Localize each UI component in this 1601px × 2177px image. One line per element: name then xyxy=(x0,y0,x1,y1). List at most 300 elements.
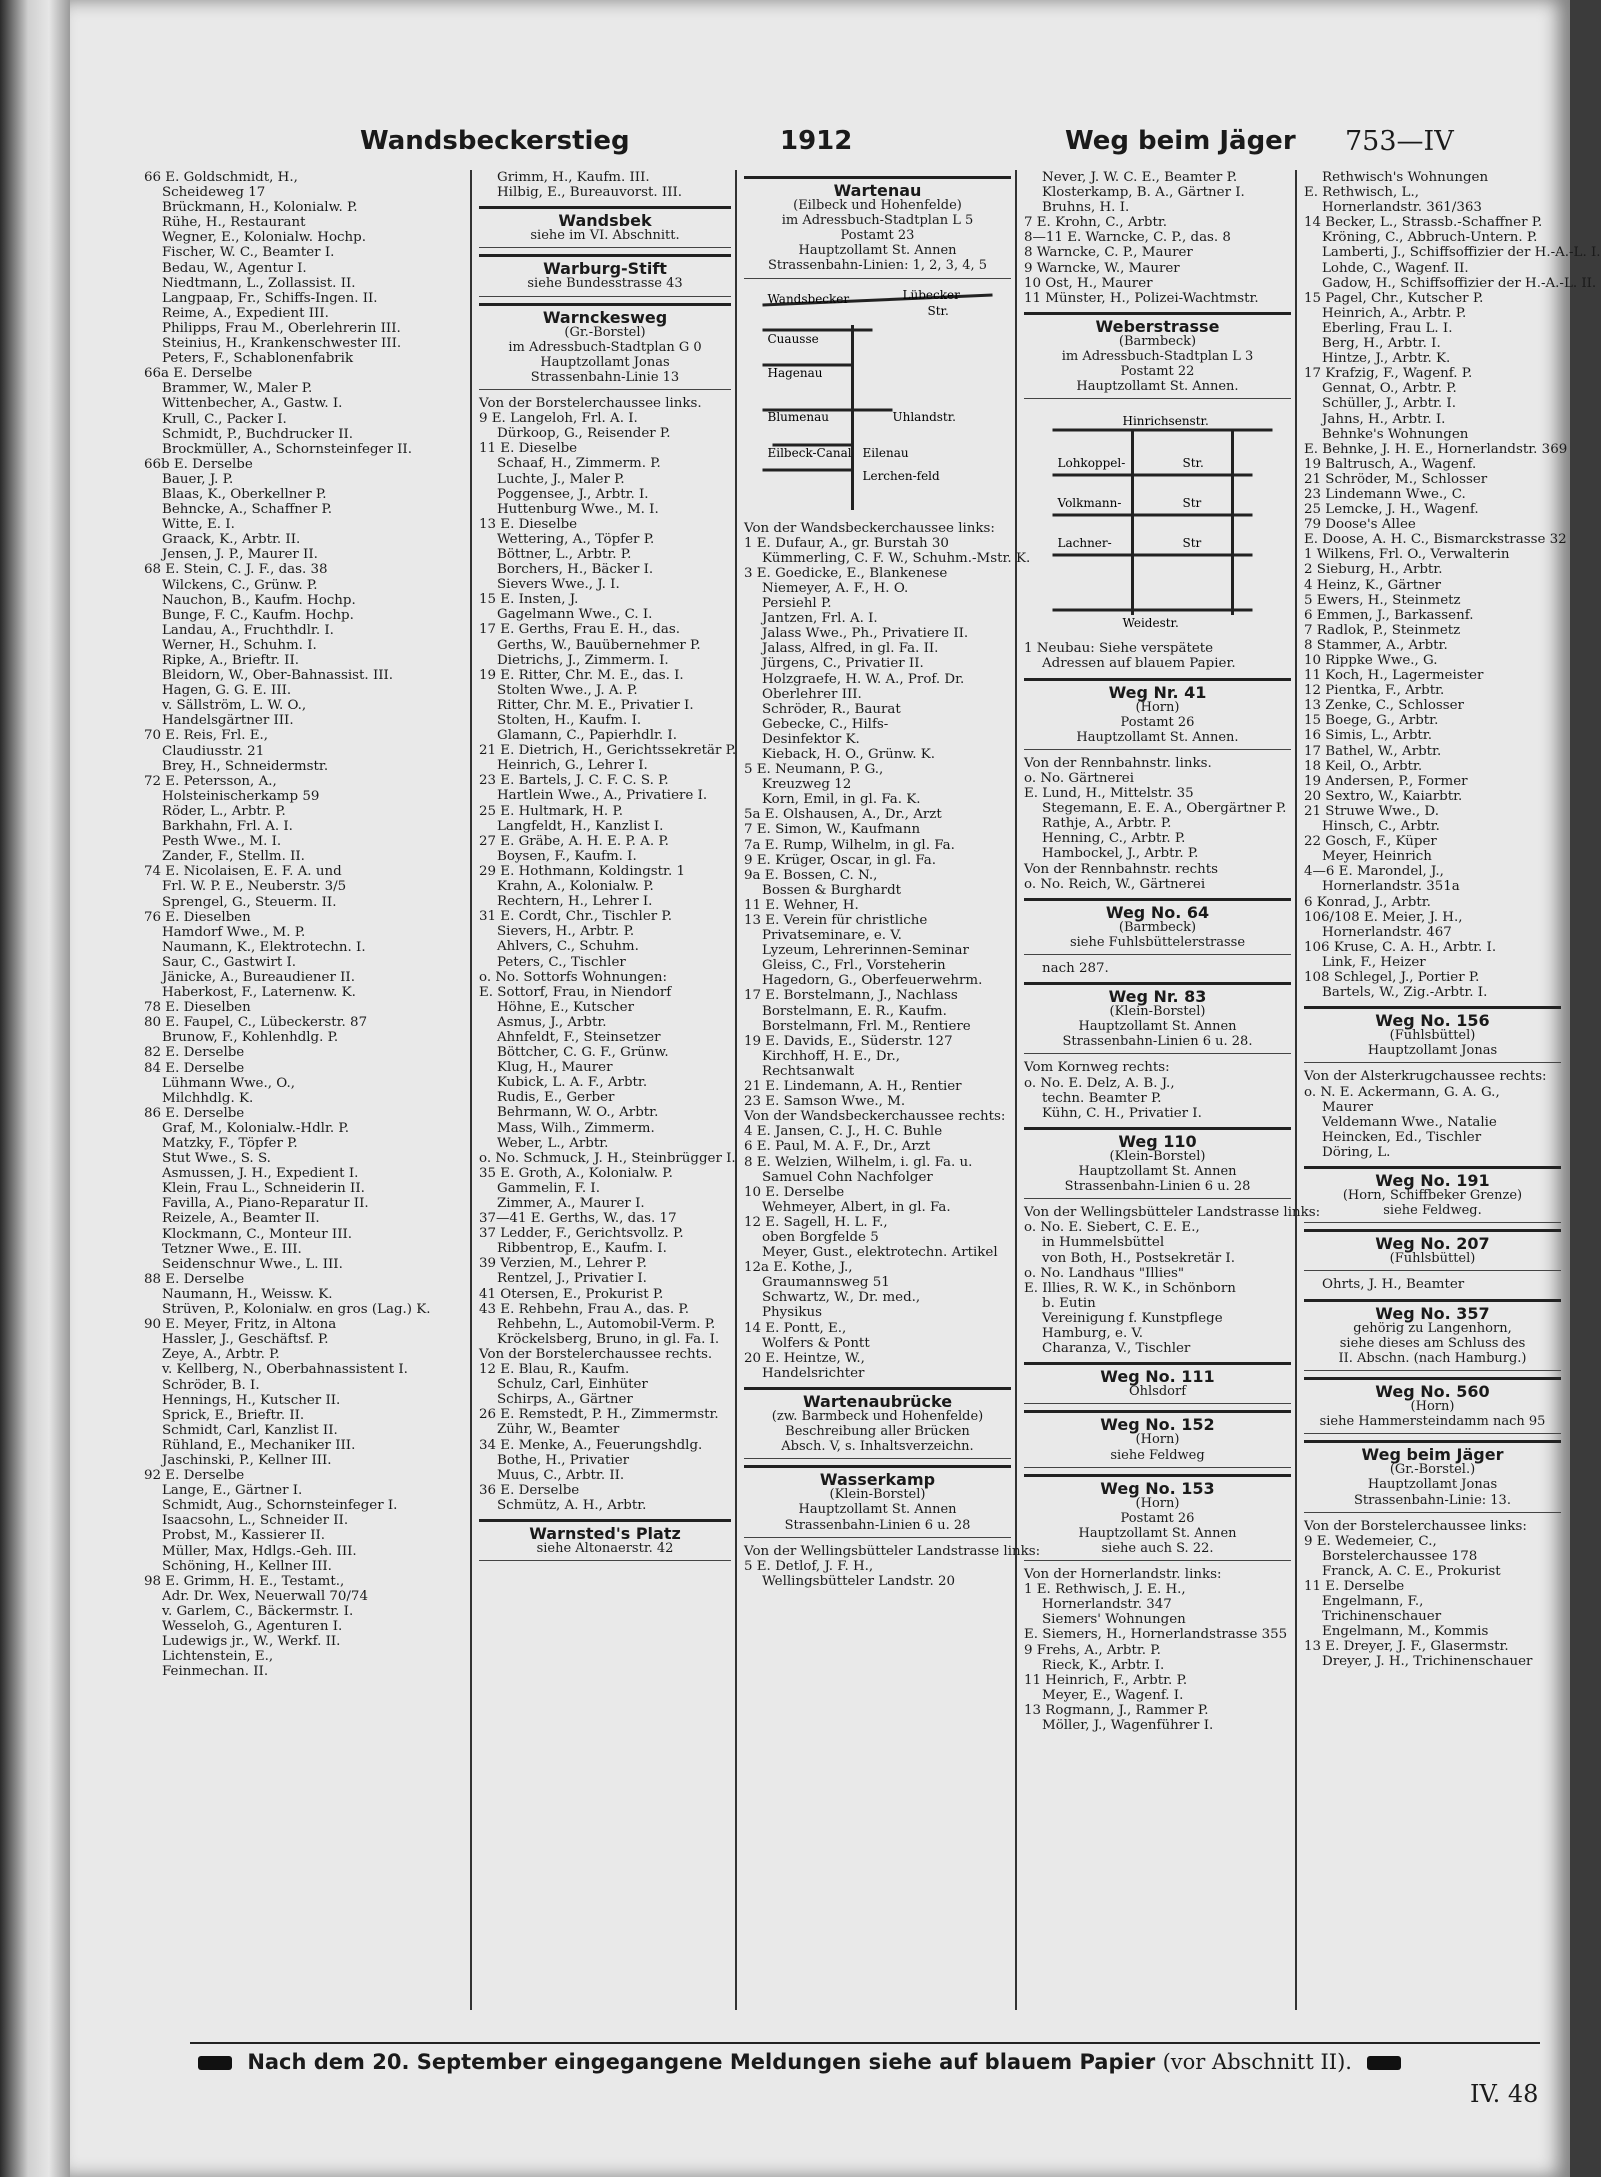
directory-entry: Persiehl P. xyxy=(762,596,832,612)
directory-entry: 11 Koch, H., Lagermeister xyxy=(1304,668,1484,684)
directory-entry: Kühn, C. H., Privatier I. xyxy=(1042,1105,1202,1121)
directory-entry: Pesth Wwe., M. I. xyxy=(162,834,282,850)
directory-entry: Witte, E. I. xyxy=(162,517,235,533)
directory-entry: 31 E. Cordt, Chr., Tischler P. xyxy=(479,909,672,925)
book-spine xyxy=(0,0,70,2177)
street-heading-block xyxy=(479,303,731,390)
directory-entry: Niedtmann, L., Zollassist. II. xyxy=(162,275,356,291)
directory-entry: 7a E. Rump, Wilhelm, in gl. Fa. xyxy=(744,837,955,853)
street-subheading: Hauptzollamt St. Annen. xyxy=(1076,729,1239,745)
directory-entry: 17 E. Gerths, Frau E. H., das. xyxy=(479,622,680,638)
street-subheading: Postamt 22 xyxy=(1120,364,1195,380)
directory-entry: Stolten Wwe., J. A. P. xyxy=(497,682,638,698)
map-label: Str. xyxy=(927,303,949,318)
directory-entry: Langpaap, Fr., Schiffs-Ingen. II. xyxy=(162,290,378,306)
directory-entry: 36 E. Derselbe xyxy=(479,1482,580,1498)
street-subheading: (Horn) xyxy=(1135,1432,1180,1448)
directory-entry: o. N. E. Ackermann, G. A. G., xyxy=(1304,1084,1500,1100)
directory-entry: 17 Krafzig, F., Wagenf. P. xyxy=(1304,366,1473,382)
directory-entry: Bleidorn, W., Ober-Bahnassist. III. xyxy=(162,668,394,684)
directory-entry: 10 Rippke Wwe., G. xyxy=(1304,653,1438,668)
directory-entry: Hamburg, e. V. xyxy=(1042,1325,1144,1341)
directory-entry: Handelsrichter xyxy=(762,1365,865,1381)
directory-entry: Gagelmann Wwe., C. I. xyxy=(497,607,653,623)
directory-entry: 1 Neubau: Siehe verspätete xyxy=(1024,641,1214,657)
directory-entry: Hintze, J., Arbtr. K. xyxy=(1322,351,1451,367)
header-year: 1912 xyxy=(780,126,853,156)
directory-entry: 26 E. Remstedt, P. H., Zimmermstr. xyxy=(479,1407,719,1423)
directory-entry: 19 E. Davids, E., Süderstr. 127 xyxy=(744,1033,953,1049)
directory-entry: 19 Baltrusch, A., Wagenf. xyxy=(1304,456,1477,472)
map-label: Str xyxy=(1182,536,1202,551)
directory-entry: 72 E. Petersson, A., xyxy=(144,773,277,789)
street-heading-block xyxy=(1024,312,1291,399)
directory-entry: Wilckens, C., Grünw. P. xyxy=(162,577,318,593)
directory-entry: Von der Rennbahnstr. links. xyxy=(1024,755,1212,771)
street-heading-block xyxy=(744,176,1011,279)
directory-entry: 27 E. Gräbe, A. H. E. P. A. P. xyxy=(479,833,669,849)
directory-entry: 5 E. Detlof, J. F. H., xyxy=(744,1558,874,1574)
street-subheading: Strassenbahn-Linien: 1, 2, 3, 4, 5 xyxy=(767,258,988,274)
street-subheading: Strassenbahn-Linie: 13. xyxy=(1354,1492,1511,1508)
street-subheading: (Klein-Borstel) xyxy=(1109,1148,1206,1164)
street-subheading: Ohlsdorf xyxy=(1128,1384,1187,1400)
street-heading-block xyxy=(1024,1362,1291,1404)
directory-entry: Landau, A., Fruchthdlr. I. xyxy=(162,622,334,638)
directory-entry: E. Illies, R. W. K., in Schönborn xyxy=(1024,1280,1236,1296)
directory-entry: Gennat, O., Arbtr. P. xyxy=(1322,381,1457,397)
directory-entry: von Both, H., Postsekretär I. xyxy=(1042,1250,1235,1266)
directory-entry: 9 E. Langeloh, Frl. A. I. xyxy=(479,411,638,427)
directory-entry: Jürgens, C., Privatier II. xyxy=(762,656,924,672)
directory-entry: 34 E. Menke, A., Feuerungshdlg. xyxy=(479,1437,703,1453)
directory-entry: Röder, L., Arbtr. P. xyxy=(162,803,286,819)
street-heading: Weberstrasse xyxy=(1095,316,1220,336)
directory-entry: Ahnfeldt, F., Steinsetzer xyxy=(497,1029,661,1045)
directory-entry: Höhne, E., Kutscher xyxy=(497,999,635,1015)
street-heading: Wartenaubrücke xyxy=(802,1391,953,1411)
directory-entry: Klockmann, C., Monteur III. xyxy=(162,1226,353,1242)
directory-entry: 79 Doose's Allee xyxy=(1304,517,1416,533)
directory-entry: Behrmann, W. O., Arbtr. xyxy=(497,1105,659,1121)
directory-entry: Brey, H., Schneidermstr. xyxy=(162,758,329,774)
map-label: Hagenau xyxy=(767,365,823,380)
directory-entry: 2 Sieburg, H., Arbtr. xyxy=(1304,562,1443,578)
directory-entry: Lange, E., Gärtner I. xyxy=(162,1483,303,1499)
directory-entry: Hennings, H., Kutscher II. xyxy=(162,1392,341,1408)
directory-entry: Sprick, E., Brieftr. II. xyxy=(162,1407,305,1423)
directory-entry: 13 Zenke, C., Schlosser xyxy=(1304,698,1464,714)
directory-entry: 12a E. Kothe, J., xyxy=(744,1260,853,1276)
column-2 xyxy=(475,170,737,2010)
directory-entry: 13 E. Verein für christliche xyxy=(744,913,928,928)
directory-entry: 86 E. Derselbe xyxy=(144,1105,245,1121)
directory-entry: 5 E. Neumann, P. G., xyxy=(744,762,884,778)
directory-entry: Asmus, J., Arbtr. xyxy=(497,1014,607,1030)
directory-entry: Saur, C., Gastwirt I. xyxy=(162,954,297,970)
directory-entry: Privatseminare, e. V. xyxy=(762,928,902,944)
page-header xyxy=(70,118,1570,162)
street-subheading: (Horn) xyxy=(1135,699,1180,715)
directory-entry: 37—41 E. Gerths, W., das. 17 xyxy=(479,1211,677,1227)
directory-entry: Behnke's Wohnungen xyxy=(1322,426,1469,442)
street-heading-block xyxy=(1024,1127,1291,1199)
directory-entry: v. Kellberg, N., Oberbahnassistent I. xyxy=(162,1362,408,1378)
street-subheading: siehe im VI. Abschnitt. xyxy=(530,228,680,244)
directory-entry: Rentzel, J., Privatier I. xyxy=(497,1271,647,1287)
directory-entry: 6 Emmen, J., Barkassenf. xyxy=(1304,607,1474,623)
directory-entry: 29 E. Hothmann, Koldingstr. 1 xyxy=(479,863,686,879)
directory-entry: Bauer, J. P. xyxy=(162,471,234,487)
directory-entry: 7 E. Simon, W., Kaufmann xyxy=(744,822,921,838)
street-heading: Warburg-Stift xyxy=(543,259,667,279)
directory-entry: Matzky, F., Töpfer P. xyxy=(162,1136,298,1151)
directory-entry: Handelsgärtner III. xyxy=(162,713,294,729)
street-subheading: Hauptzollamt St. Annen xyxy=(1078,1525,1237,1541)
directory-entry: Meyer, Gust., elektrotechn. Artikel xyxy=(762,1245,998,1261)
directory-entry: 9a E. Bossen, C. N., xyxy=(744,867,878,883)
directory-entry: Gammelin, F. I. xyxy=(497,1180,600,1196)
directory-entry: Oberlehrer III. xyxy=(762,686,862,702)
column-1 xyxy=(140,170,472,2010)
header-page-number: 753—IV xyxy=(1345,126,1454,157)
directory-entry: Favilla, A., Piano-Reparatur II. xyxy=(162,1196,369,1212)
directory-entry: Blaas, K., Oberkellner P. xyxy=(162,486,327,502)
directory-entry: 106/108 E. Meier, J. H., xyxy=(1304,909,1463,925)
directory-entry: Naumann, H., Weissw. K. xyxy=(162,1286,333,1302)
directory-entry: Rudis, E., Gerber xyxy=(497,1090,615,1106)
street-subheading: gehörig zu Langenhorn, xyxy=(1353,1320,1512,1336)
directory-entry: Schmidt, Carl, Kanzlist II. xyxy=(162,1422,338,1438)
directory-entry: Von der Borstelerchaussee rechts. xyxy=(479,1346,713,1362)
directory-entry: o. No. Reich, W., Gärtnerei xyxy=(1024,876,1206,892)
directory-entry: 21 Schröder, M., Schlosser xyxy=(1304,471,1488,487)
directory-entry: 11 E. Wehner, H. xyxy=(744,897,859,913)
directory-entry: Hamdorf Wwe., M. P. xyxy=(162,924,306,940)
directory-entry: E. Lund, H., Mittelstr. 35 xyxy=(1024,786,1194,802)
street-subheading: (Klein-Borstel) xyxy=(1109,1004,1206,1020)
directory-entry: Mass, Wilh., Zimmerm. xyxy=(497,1120,655,1136)
directory-entry: Rühland, E., Mechaniker III. xyxy=(162,1437,356,1453)
directory-entry: Wittenbecher, A., Gastw. I. xyxy=(162,396,343,412)
directory-entry: Von der Borstelerchaussee links. xyxy=(479,396,702,412)
directory-entry: Heinrich, G., Lehrer I. xyxy=(497,758,648,774)
directory-entry: 108 Schlegel, J., Portier P. xyxy=(1304,969,1480,985)
street-heading-block xyxy=(1304,1229,1561,1271)
directory-entry: Vereinigung f. Kunstpflege xyxy=(1042,1310,1223,1326)
street-subheading: (Gr.-Borstel.) xyxy=(1389,1462,1476,1478)
directory-entry: 12 E. Blau, R., Kaufm. xyxy=(479,1362,630,1378)
directory-entry: Krull, C., Packer I. xyxy=(162,411,287,427)
directory-entry: Veldemann Wwe., Natalie xyxy=(1322,1114,1497,1130)
directory-entry: Rathje, A., Arbtr. P. xyxy=(1042,816,1172,832)
street-subheading: siehe auch S. 22. xyxy=(1101,1541,1214,1556)
directory-entry: Gerths, W., Bauübernehmer P. xyxy=(497,637,701,653)
directory-entry: Poggensee, J., Arbtr. I. xyxy=(497,486,649,502)
street-heading: Weg No. 152 xyxy=(1100,1415,1215,1435)
directory-entry: oben Borgfelde 5 xyxy=(762,1229,879,1245)
street-heading: Warnsted's Platz xyxy=(529,1523,681,1543)
directory-entry: 17 Bathel, W., Arbtr. xyxy=(1304,743,1442,759)
street-subheading: II. Abschn. (nach Hamburg.) xyxy=(1338,1350,1527,1366)
street-subheading: siehe Feldweg xyxy=(1110,1447,1205,1463)
street-subheading: Strassenbahn-Linie 13 xyxy=(530,369,680,385)
directory-entry: Hornerlandstr. 361/363 xyxy=(1322,200,1482,216)
directory-entry: Schulz, Carl, Einhüter xyxy=(497,1377,648,1393)
directory-entry: 23 E. Bartels, J. C. F. C. S. P. xyxy=(479,773,669,789)
directory-entry: 25 Lemcke, J. H., Wagenf. xyxy=(1304,502,1479,518)
directory-entry: Henning, C., Arbtr. P. xyxy=(1042,831,1186,847)
street-subheading: Hauptzollamt St. Annen. xyxy=(1076,379,1239,395)
directory-entry: Heincken, Ed., Tischler xyxy=(1322,1129,1482,1145)
directory-entry: Wehmeyer, Albert, in gl. Fa. xyxy=(762,1199,951,1215)
directory-entry: 13 E. Dreyer, J. F., Glasermstr. xyxy=(1304,1639,1509,1655)
directory-entry: Hornerlandstr. 347 xyxy=(1042,1597,1172,1613)
street-subheading: Strassenbahn-Linien 6 u. 28 xyxy=(1064,1179,1251,1195)
directory-entry: Von der Wandsbeckerchaussee links: xyxy=(744,520,995,536)
header-left: Wandsbeckerstieg xyxy=(360,126,630,156)
directory-entry: 90 E. Meyer, Fritz, in Altona xyxy=(144,1317,337,1333)
directory-entry: o. No. Sottorfs Wohnungen: xyxy=(479,969,667,985)
directory-entry: 18 Keil, O., Arbtr. xyxy=(1304,758,1423,774)
directory-entry: Vom Kornweg rechts: xyxy=(1024,1060,1170,1076)
directory-entry: Philipps, Frau M., Oberlehrerin III. xyxy=(162,320,401,336)
directory-entry: o. No. E. Delz, A. B. J., xyxy=(1024,1075,1175,1091)
directory-entry: Sievers Wwe., J. I. xyxy=(497,577,620,593)
directory-entry: Klug, H., Maurer xyxy=(497,1060,613,1076)
directory-entry: Lühmann Wwe., O., xyxy=(162,1075,295,1091)
directory-entry: Jalass Wwe., Ph., Privatiere II. xyxy=(762,626,969,642)
directory-entry: 9 E. Krüger, Oscar, in gl. Fa. xyxy=(744,852,936,868)
directory-entry: 21 E. Lindemann, A. H., Rentier xyxy=(744,1079,962,1095)
directory-entry: Schröder, B. I. xyxy=(162,1377,260,1393)
directory-entry: Lohde, C., Wagenf. II. xyxy=(1322,260,1469,276)
directory-entry: Stolten, H., Kaufm. I. xyxy=(497,713,642,728)
directory-entry: 8 Stammer, A., Arbtr. xyxy=(1304,637,1448,653)
directory-entry: Graumannsweg 51 xyxy=(762,1275,890,1291)
directory-entry: Rechtern, H., Lehrer I. xyxy=(497,894,653,910)
directory-entry: Böttner, L., Arbtr. P. xyxy=(497,546,632,562)
directory-entry: Wesseloh, G., Agenturen I. xyxy=(162,1619,343,1634)
header-right: Weg beim Jäger xyxy=(1065,126,1296,156)
column-5 xyxy=(1300,170,1601,2010)
directory-entry: Lamberti, J., Schiffsoffizier der H.-A.-L. I. xyxy=(1322,245,1601,261)
map-label: Lerchen-feld xyxy=(862,468,940,483)
directory-entry: 84 E. Derselbe xyxy=(144,1060,245,1076)
directory-entry: Engelmann, F., xyxy=(1322,1594,1424,1610)
street-subheading: (Horn) xyxy=(1135,1495,1180,1511)
street-heading-block xyxy=(479,254,731,296)
directory-entry: Stegemann, E. E. A., Obergärtner P. xyxy=(1042,801,1287,817)
directory-entry: Müller, Max, Hdlgs.-Geh. III. xyxy=(162,1543,357,1559)
directory-entry: Reizele, A., Beamter II. xyxy=(162,1211,320,1227)
directory-entry: Nauchon, B., Kaufm. Hochp. xyxy=(162,592,356,608)
directory-entry: Ritter, Chr. M. E., Privatier I. xyxy=(497,697,694,713)
street-heading-block xyxy=(1304,1377,1561,1434)
directory-entry: Hagedorn, G., Oberfeuerwehrm. xyxy=(762,973,983,989)
directory-entry: 20 E. Heintze, W., xyxy=(744,1350,865,1366)
directory-entry: 1 Wilkens, Frl. O., Verwalterin xyxy=(1304,547,1510,563)
directory-entry: 7 Radlok, P., Steinmetz xyxy=(1304,622,1461,638)
directory-entry: 4 Heinz, K., Gärtner xyxy=(1304,577,1442,593)
directory-entry: 4 E. Jansen, C. J., H. C. Buhle xyxy=(744,1124,943,1140)
directory-entry: Ludewigs jr., W., Werkf. II. xyxy=(162,1634,341,1650)
directory-entry: Graf, M., Kolonialw.-Hdlr. P. xyxy=(162,1120,349,1136)
directory-entry: Meyer, Heinrich xyxy=(1322,849,1432,865)
map-label: Lachner- xyxy=(1057,536,1112,551)
street-subheading: (Gr.-Borstel) xyxy=(564,324,646,340)
directory-entry: Luchte, J., Maler P. xyxy=(497,471,625,487)
directory-entry: Maurer xyxy=(1322,1099,1374,1115)
directory-entry: Eberling, Frau L. I. xyxy=(1322,320,1453,336)
street-heading: Weg No. 111 xyxy=(1100,1367,1215,1387)
directory-entry: Behncke, A., Schaffner P. xyxy=(162,502,333,518)
directory-entry: v. Sällström, L. W. O., xyxy=(162,698,307,714)
directory-entry: Von der Wandsbeckerchaussee rechts: xyxy=(744,1109,1006,1125)
directory-entry: Hassler, J., Geschäftsf. P. xyxy=(162,1332,329,1348)
street-subheading: siehe Fuhlsbüttelerstrasse xyxy=(1069,934,1246,950)
street-subheading: siehe Altonaerstr. 42 xyxy=(536,1541,674,1557)
directory-entry: 11 E. Derselbe xyxy=(1304,1578,1405,1594)
directory-entry: 10 Ost, H., Maurer xyxy=(1024,275,1153,291)
directory-entry: Dürkoop, G., Reisender P. xyxy=(497,426,671,442)
directory-entry: 19 E. Ritter, Chr. M. E., das. I. xyxy=(479,667,684,683)
street-subheading: Hauptzollamt St. Annen xyxy=(1078,1164,1237,1180)
directory-entry: 25 E. Hultmark, H. P. xyxy=(479,803,623,819)
directory-entry: 8 Warncke, C. P., Maurer xyxy=(1024,245,1193,261)
directory-entry: Huttenburg Wwe., M. I. xyxy=(497,501,659,517)
map-label: Str xyxy=(1182,496,1202,511)
directory-entry: Reime, A., Expedient III. xyxy=(162,305,329,321)
directory-entry: E. Siemers, H., Hornerlandstrasse 355 xyxy=(1024,1627,1288,1643)
directory-entry: 3 E. Goedicke, E., Blankenese xyxy=(744,565,948,581)
directory-entry: Siemers' Wohnungen xyxy=(1042,1612,1186,1628)
street-heading: Wartenau xyxy=(833,181,922,200)
directory-entry: Charanza, V., Tischler xyxy=(1042,1341,1191,1357)
street-heading-block xyxy=(1024,982,1291,1054)
directory-entry: 37 Ledder, F., Gerichtsvollz. P. xyxy=(479,1226,684,1242)
directory-entry: Hagen, G. G. E. III. xyxy=(162,683,292,699)
street-subheading: siehe Feldweg. xyxy=(1383,1203,1482,1219)
directory-entry: 1 E. Rethwisch, J. E. H., xyxy=(1024,1582,1186,1598)
directory-entry: b. Eutin xyxy=(1042,1295,1096,1311)
directory-entry: Sprengel, G., Steuerm. II. xyxy=(162,894,337,910)
directory-entry: Feinmechan. II. xyxy=(162,1664,269,1680)
directory-entry: Zeye, A., Arbtr. P. xyxy=(162,1347,280,1363)
directory-entry: Rethwisch's Wohnungen xyxy=(1322,170,1489,185)
directory-entry: 41 Otersen, E., Prokurist P. xyxy=(479,1286,664,1302)
directory-entry: 106 Kruse, C. A. H., Arbtr. I. xyxy=(1304,939,1497,955)
directory-entry: Peters, F., Schablonenfabrik xyxy=(162,351,354,367)
directory-entry: Schmütz, A. H., Arbtr. xyxy=(497,1497,647,1513)
directory-entry: 20 Sextro, W., Kaiarbtr. xyxy=(1304,788,1463,804)
directory-entry: 7 E. Krohn, C., Arbtr. xyxy=(1024,215,1168,231)
directory-entry: Fischer, W. C., Beamter I. xyxy=(162,245,335,261)
street-subheading: Hauptzollamt Jonas xyxy=(1367,1477,1498,1493)
directory-entry: 5 Ewers, H., Steinmetz xyxy=(1304,592,1461,608)
street-heading: Weg No. 156 xyxy=(1375,1011,1490,1031)
directory-entry: Peters, C., Tischler xyxy=(497,954,626,970)
directory-entry: Schüller, J., Arbtr. I. xyxy=(1322,396,1456,412)
directory-entry: Döring, L. xyxy=(1322,1144,1391,1160)
directory-entry: Dreyer, J. H., Trichinenschauer xyxy=(1322,1654,1533,1670)
directory-entry: Haberkost, F., Laternenw. K. xyxy=(162,985,356,1001)
directory-entry: Klein, Frau L., Schneiderin II. xyxy=(162,1181,365,1197)
directory-entry: Hambockel, J., Arbtr. P. xyxy=(1042,846,1199,862)
street-subheading: Beschreibung aller Brücken xyxy=(785,1424,970,1440)
directory-entry: Borstelmann, Frl. M., Rentiere xyxy=(762,1018,971,1034)
directory-entry: 9 Frehs, A., Arbtr. P. xyxy=(1024,1642,1161,1658)
directory-entry: Von der Alsterkrugchaussee rechts: xyxy=(1304,1069,1547,1085)
map-label: Str. xyxy=(1182,456,1204,471)
street-map xyxy=(748,285,1007,515)
street-heading-block xyxy=(1304,1299,1561,1371)
directory-entry: Gadow, H., Schiffsoffizier der H.-A.-L. II. xyxy=(1322,275,1597,291)
directory-entry: 12 E. Sagell, H. L. F., xyxy=(744,1214,888,1230)
directory-entry: Meyer, E., Wagenf. I. xyxy=(1042,1687,1184,1703)
directory-entry: Ribbentrop, E., Kaufm. I. xyxy=(497,1241,667,1257)
street-heading-block xyxy=(744,1465,1011,1537)
directory-entry: v. Garlem, C., Bäckermstr. I. xyxy=(162,1603,354,1619)
directory-entry: 9 Warncke, W., Maurer xyxy=(1024,260,1180,276)
street-subheading: (Fuhlsbüttel) xyxy=(1389,1251,1476,1267)
directory-entry: Tetzner Wwe., E. III. xyxy=(162,1241,302,1257)
street-subheading: (Eilbeck und Hohenfelde) xyxy=(793,198,962,214)
directory-entry: 23 E. Samson Wwe., M. xyxy=(744,1094,906,1110)
street-subheading: (Barmbeck) xyxy=(1118,919,1197,935)
directory-entry: Asmussen, J. H., Expedient I. xyxy=(162,1166,359,1182)
directory-entry: 8 E. Welzien, Wilhelm, i. gl. Fa. u. xyxy=(744,1154,973,1170)
directory-entry: Hilbig, E., Bureauvorst. III. xyxy=(497,185,683,201)
street-subheading: (Horn, Schiffbeker Grenze) xyxy=(1342,1188,1523,1204)
directory-entry: Hartlein Wwe., A., Privatiere I. xyxy=(497,788,708,804)
directory-entry: Möller, J., Wagenführer I. xyxy=(1042,1718,1214,1734)
directory-entry: Kirchhoff, H. E., Dr., xyxy=(762,1048,900,1064)
directory-entry: Borstelerchaussee 178 xyxy=(1322,1548,1478,1564)
footer-text: Nach dem 20. September eingegangene Meldungen siehe auf blauem Papier xyxy=(247,2050,1156,2074)
street-heading: Weg Nr. 41 xyxy=(1108,682,1207,702)
directory-entry: Jänicke, A., Bureaudiener II. xyxy=(162,969,355,985)
directory-entry: Kieback, H. O., Grünw. K. xyxy=(762,746,936,762)
street-subheading: im Adressbuch-Stadtplan L 5 xyxy=(781,213,974,229)
directory-entry: E. Doose, A. H. C., Bismarckstrasse 32 xyxy=(1304,532,1567,548)
directory-entry: 39 Verzien, M., Lehrer P. xyxy=(479,1256,647,1272)
directory-entry: Bunge, F. C., Kaufm. Hochp. xyxy=(162,607,354,623)
directory-entry: Hornerlandstr. 351a xyxy=(1322,879,1460,895)
directory-entry: Bedau, W., Agentur I. xyxy=(162,260,307,276)
directory-entry: Jalass, Alfred, in gl. Fa. II. xyxy=(762,641,939,657)
directory-entry: Link, F., Heizer xyxy=(1322,954,1426,970)
street-heading: Weg No. 64 xyxy=(1105,902,1210,922)
directory-entry: Klosterkamp, B. A., Gärtner I. xyxy=(1042,185,1245,201)
directory-entry: Hinsch, C., Arbtr. xyxy=(1322,819,1440,835)
directory-entry: Probst, M., Kassierer II. xyxy=(162,1528,326,1544)
directory-entry: Schöning, H., Kellner III. xyxy=(162,1558,332,1574)
directory-entry: in Hummelsbüttel xyxy=(1042,1235,1165,1251)
column-3 xyxy=(740,170,1041,2010)
directory-entry: Bossen & Burghardt xyxy=(762,882,902,898)
directory-entry: Borchers, H., Bäcker I. xyxy=(497,562,654,578)
directory-entry: Scheideweg 17 xyxy=(162,185,266,201)
directory-entry: Kröning, C., Abbruch-Untern. P. xyxy=(1322,230,1538,246)
map-label: Blumenau xyxy=(767,409,829,424)
directory-entry: Stut Wwe., S. S. xyxy=(162,1151,271,1167)
street-heading: Weg 110 xyxy=(1118,1131,1197,1151)
street-map xyxy=(1028,405,1287,635)
street-heading: Weg No. 153 xyxy=(1100,1478,1215,1498)
column-4 xyxy=(1020,170,1321,2010)
columns xyxy=(70,170,1601,2010)
